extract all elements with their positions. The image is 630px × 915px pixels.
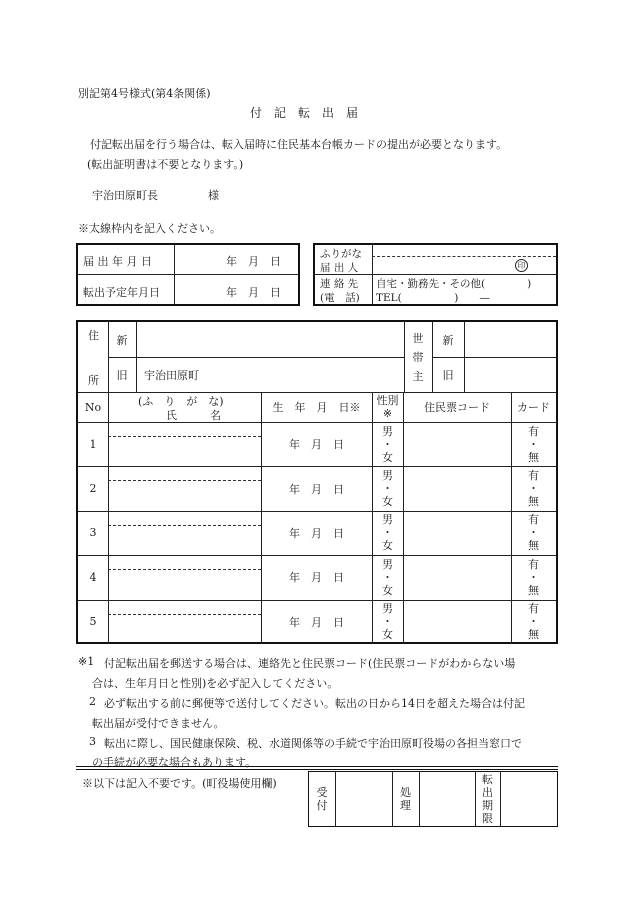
card-choice[interactable] [511,422,556,466]
householder-char-2: 帯 [412,350,424,364]
old-address-value[interactable]: 宇治田原町 [144,369,199,382]
gender-separator: ・ [382,570,393,584]
row-number: 1 [89,437,97,451]
card-yes[interactable]: 有 [528,513,539,527]
reception-label [309,772,335,826]
gender-female[interactable]: 女 [382,583,393,597]
header-card: カード [517,401,550,414]
divider-top [76,766,558,767]
new-address-input[interactable] [138,324,400,355]
header-gender-top: 性別 [376,394,399,407]
contact-label: 連 絡 先 [320,278,359,290]
main-table [76,320,558,644]
gender-separator: ・ [382,482,393,496]
planned-move-date-field[interactable]: 年 月 日 [226,286,281,299]
resident-code-input[interactable] [405,557,509,597]
applicant-name-input[interactable] [375,257,520,273]
seal-mark: 印 [515,259,528,272]
resident-code-input[interactable] [405,513,509,553]
note-2-marker: 2 [89,695,96,708]
card-no[interactable]: 無 [528,628,539,642]
instruction-note: ※太線枠内を記入ください。 [78,222,221,235]
addressee-suffix: 様 [208,189,219,202]
card-separator: ・ [528,526,539,540]
header-name: 氏 名 [166,409,221,422]
gender-female[interactable]: 女 [382,628,393,642]
householder-old-label: 旧 [442,368,454,382]
deadline-char-2: 出 [482,786,493,799]
gender-separator: ・ [382,615,393,629]
intro-line-2: (転出証明書は不要となります。) [87,158,244,171]
form-reference: 別記第4号様式(第4条関係) [78,87,211,100]
birth-date-field[interactable]: 年 月 日 [289,482,344,496]
processing-label [392,772,419,826]
note-3-line-2: の手続が必要な場合もあります。 [92,756,257,769]
header-no: No [84,400,102,414]
deadline-char-4: 限 [482,812,493,825]
resident-code-input[interactable] [405,602,509,642]
householder-new-label: 新 [442,333,454,347]
header-gender [372,393,403,421]
furigana-label: ふりがな [320,248,362,260]
furigana-input[interactable] [110,556,259,568]
gender-male[interactable]: 男 [382,424,393,438]
gender-choice[interactable] [372,600,403,644]
gender-female[interactable]: 女 [382,450,393,464]
divider-bottom [76,769,558,770]
submission-date-field[interactable]: 年 月 日 [226,255,281,268]
card-yes[interactable]: 有 [528,557,539,571]
birth-date-field[interactable]: 年 月 日 [289,526,344,540]
furigana-input[interactable] [110,512,259,524]
gender-male[interactable]: 男 [382,469,393,483]
name-input[interactable] [110,482,259,508]
applicant-box [313,243,558,306]
contact-options[interactable]: 自宅・勤務先・その他( ) [376,278,532,290]
card-separator: ・ [528,482,539,496]
furigana-input[interactable] [110,423,259,435]
card-choice[interactable] [511,466,556,510]
deadline-char-3: 期 [482,799,493,812]
birth-date-field[interactable]: 年 月 日 [289,571,344,585]
old-address-label: 旧 [116,368,128,382]
deadline-label [475,772,500,826]
form-title: 付 記 転 出 届 [250,106,359,120]
address-label-bottom: 所 [88,374,99,387]
gender-separator: ・ [382,437,393,451]
note-1-line-2: 合は、生年月日と性別)を必ず記入してください。 [92,677,339,690]
householder-char-1: 世 [412,331,424,345]
applicant-label: 届 出 人 [320,262,359,274]
header-furigana: (ふ り が な) [138,395,224,408]
reception-field[interactable] [337,774,390,824]
row-number: 5 [89,615,97,629]
resident-code-input[interactable] [405,424,509,464]
gender-male[interactable]: 男 [382,513,393,527]
gender-female[interactable]: 女 [382,495,393,509]
deadline-char-1: 転 [482,773,493,786]
gender-male[interactable]: 男 [382,602,393,616]
name-input[interactable] [110,527,259,553]
processing-field[interactable] [421,774,473,824]
addressee: 宇治田原町長 [92,189,158,202]
office-use-box [308,771,558,827]
card-no[interactable]: 無 [528,539,539,553]
note-2-line-1: 必ず転出する前に郵便等で送付してください。転出の日から14日を超えた場合は付記 [104,697,525,710]
card-no[interactable]: 無 [528,583,539,597]
note-3-line-1: 転出に際し、国民健康保険、税、水道関係等の手続で宇治田原町役場の各担当窓口で [104,737,522,750]
office-use-note: ※以下は記入不要です。(町役場使用欄) [82,777,277,790]
name-input[interactable] [110,438,259,464]
applicant-furigana-input[interactable] [375,245,550,256]
card-choice[interactable] [511,511,556,555]
resident-code-input[interactable] [405,468,509,508]
birth-date-field[interactable]: 年 月 日 [289,615,344,629]
householder-new-input[interactable] [466,324,554,355]
new-address-label: 新 [116,333,128,347]
dates-box [76,243,300,306]
gender-choice[interactable] [372,555,403,599]
gender-choice[interactable] [372,422,403,466]
processing-char-1: 処 [400,786,411,799]
header-birth: 生 年 月 日※ [272,401,361,414]
note-1-marker: ※1 [78,655,95,668]
card-separator: ・ [528,615,539,629]
name-input[interactable] [110,571,259,597]
reception-char-2: 付 [316,799,328,812]
furigana-input[interactable] [110,601,259,613]
tel-field[interactable]: TEL( ) — [376,292,490,304]
note-3-marker: 3 [89,735,96,748]
card-separator: ・ [528,570,539,584]
card-no[interactable]: 無 [528,450,539,464]
header-gender-bottom: ※ [382,407,393,420]
gender-male[interactable]: 男 [382,557,393,571]
address-label-top: 住 [88,329,99,342]
birth-date-field[interactable]: 年 月 日 [289,438,344,452]
furigana-input[interactable] [110,467,259,479]
card-no[interactable]: 無 [528,495,539,509]
submission-date-label: 届 出 年 月 日 [83,255,152,268]
card-yes[interactable]: 有 [528,602,539,616]
intro-line-1: 付記転出届を行う場合は、転入届時に住民基本台帳カードの提出が必要となります。 [90,138,508,151]
householder-char-3: 主 [412,369,424,383]
note-1-line-1: 付記転出届を郵送する場合は、連絡先と住民票コード(住民票コードがわからない場 [104,657,516,670]
card-yes[interactable]: 有 [528,424,539,438]
name-input[interactable] [110,616,259,642]
reception-char-1: 受 [316,786,328,799]
planned-move-date-label: 転出予定年月日 [83,286,160,299]
gender-female[interactable]: 女 [382,539,393,553]
gender-choice[interactable] [372,466,403,510]
row-number: 4 [89,570,97,584]
deadline-field[interactable] [502,774,557,824]
phone-label: (電 話) [320,292,360,304]
note-2-line-2: 転出届が受付できません。 [92,717,225,730]
header-resident-code: 住民票コード [424,401,490,414]
card-separator: ・ [528,437,539,451]
processing-char-2: 理 [400,799,411,812]
gender-separator: ・ [382,526,393,540]
row-number: 2 [89,482,97,496]
card-choice[interactable] [511,555,556,599]
householder-old-input[interactable] [466,359,554,390]
gender-choice[interactable] [372,511,403,555]
householder-label [404,326,432,388]
card-choice[interactable] [511,600,556,644]
card-yes[interactable]: 有 [528,469,539,483]
row-number: 3 [89,526,97,540]
